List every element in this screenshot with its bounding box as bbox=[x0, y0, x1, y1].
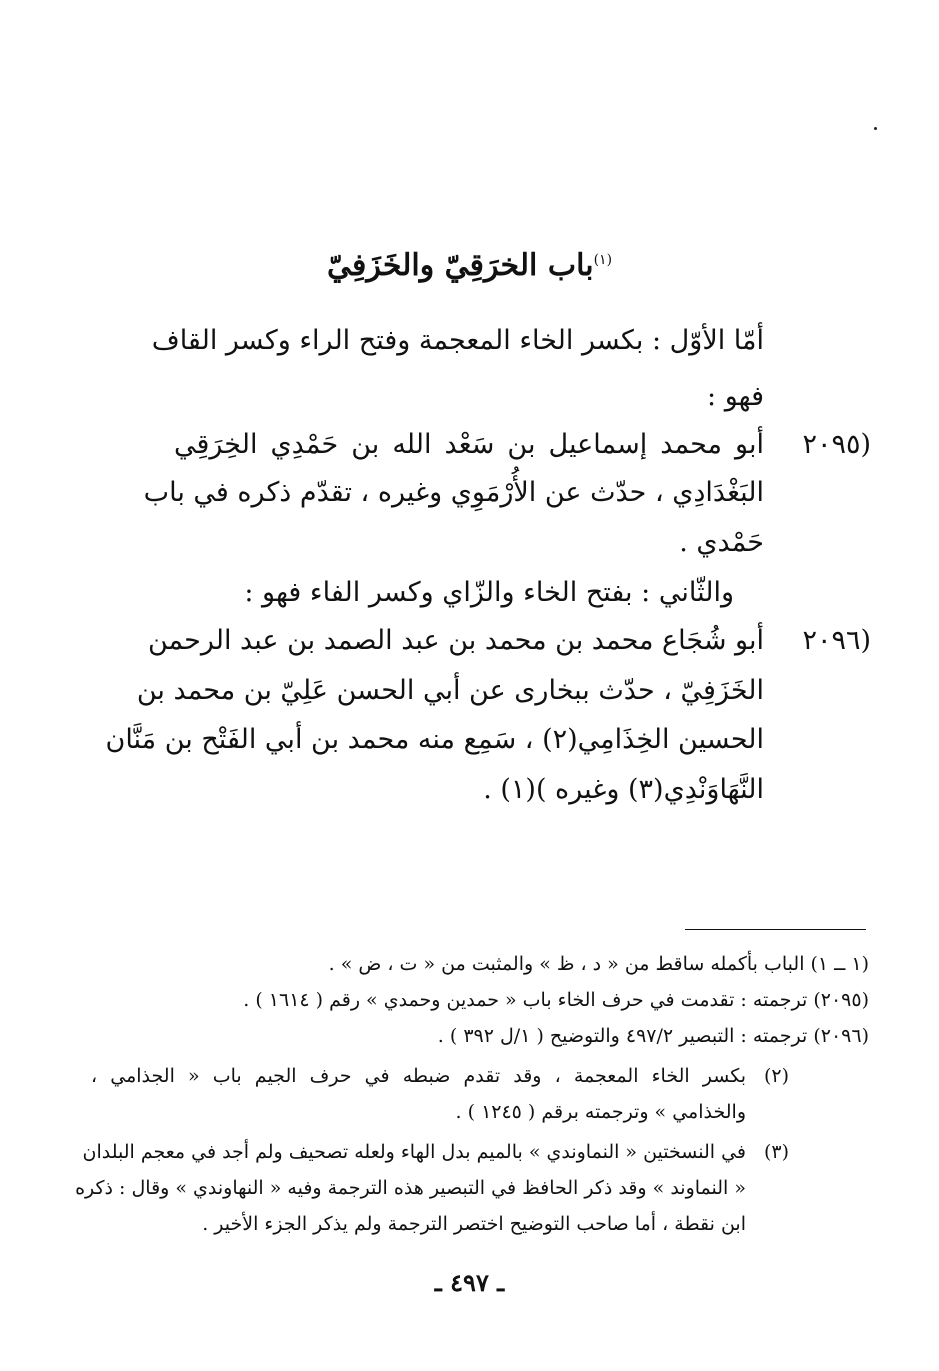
intro-first-line-1: أمّا الأوّل : بكسر الخاء المعجمة وفتح الراء وكسر القاف bbox=[151, 325, 764, 356]
heading-text: باب الخرَقِيّ والخَزَفِيّ bbox=[326, 248, 594, 283]
intro-first-line-2: فهو : bbox=[707, 381, 764, 412]
chapter-heading bbox=[0, 248, 939, 283]
entry-number-2095: (٢٠٩٥ bbox=[802, 429, 871, 460]
footnote-2095: (٢٠٩٥) ترجمته : تقدمت في حرف الخاء باب « حمدين وحمدي » رقم ( ١٦١٤ ) . bbox=[243, 989, 869, 1011]
footnote-2-line-2: والخذامي » وترجمته برقم ( ١٢٤٥ ) . bbox=[455, 1101, 746, 1123]
entry-2095-line-3: حَمْدي . bbox=[679, 527, 764, 558]
footnote-3-mark: (٣) bbox=[763, 1141, 789, 1163]
footnote-3-line-1: في النسختين « النماوندي » بالميم بدل الهاء ولعله تصحيف ولم أجد في معجم البلدان bbox=[82, 1141, 746, 1163]
footnote-3-line-2: « النماوند » وقد ذكر الحافظ في التبصير هذه الترجمة وفيه « النهاوندي » وقال : ذكره bbox=[75, 1177, 746, 1199]
footnote-2-line-1: بكسر الخاء المعجمة ، وقد تقدم ضبطه في حرف الجيم باب « الجذامي ، bbox=[91, 1065, 746, 1087]
entry-2096-line-3: الحسين الخِذَامِي(٢) ، سَمِع منه محمد بن أبي الفَتْح بن مَنَّان bbox=[105, 724, 764, 755]
entry-2095-line-1: أبو محمد إسماعيل بن سَعْد الله بن حَمْدِي الخِرَقِي bbox=[174, 429, 764, 460]
footnote-2096: (٢٠٩٦) ترجمته : التبصير ٤٩٧/٢ والتوضيح ( ١/ل ٣٩٢ ) . bbox=[437, 1025, 869, 1047]
entry-number-2096: (٢٠٩٦ bbox=[802, 625, 871, 656]
entry-2096-line-1: أبو شُجَاع محمد بن محمد بن عبد الصمد بن عبد الرحمن bbox=[148, 625, 764, 656]
entry-2096-line-4: النَّهَاوَنْدِي(٣) وغيره )(١) . bbox=[483, 774, 764, 805]
intro-second-line: والثّاني : بفتح الخاء والزّاي وكسر الفاء فهو : bbox=[244, 577, 734, 608]
entry-2096-line-2: الخَزَفِيّ ، حدّث ببخارى عن أبي الحسن عَلِيّ بن محمد بن bbox=[136, 675, 764, 706]
scan-speck bbox=[874, 127, 877, 130]
footnote-2-mark: (٢) bbox=[763, 1065, 789, 1087]
entry-2095-line-2: البَغْدَادِي ، حدّث عن الأُرْمَوِي وغيره ، تقدّم ذكره في باب bbox=[143, 477, 764, 508]
footnote-1: (١ ــ ١) الباب بأكمله ساقط من « د ، ظ » والمثبت من « ت ، ض » . bbox=[328, 953, 869, 975]
footnote-3-line-3: ابن نقطة ، أما صاحب التوضيح اختصر الترجمة ولم يذكر الجزء الأخير . bbox=[202, 1213, 746, 1235]
heading-note-mark: (١) bbox=[593, 252, 613, 268]
page-number: ـ ٤٩٧ ـ bbox=[434, 1268, 505, 1297]
footnote-separator bbox=[685, 929, 866, 930]
